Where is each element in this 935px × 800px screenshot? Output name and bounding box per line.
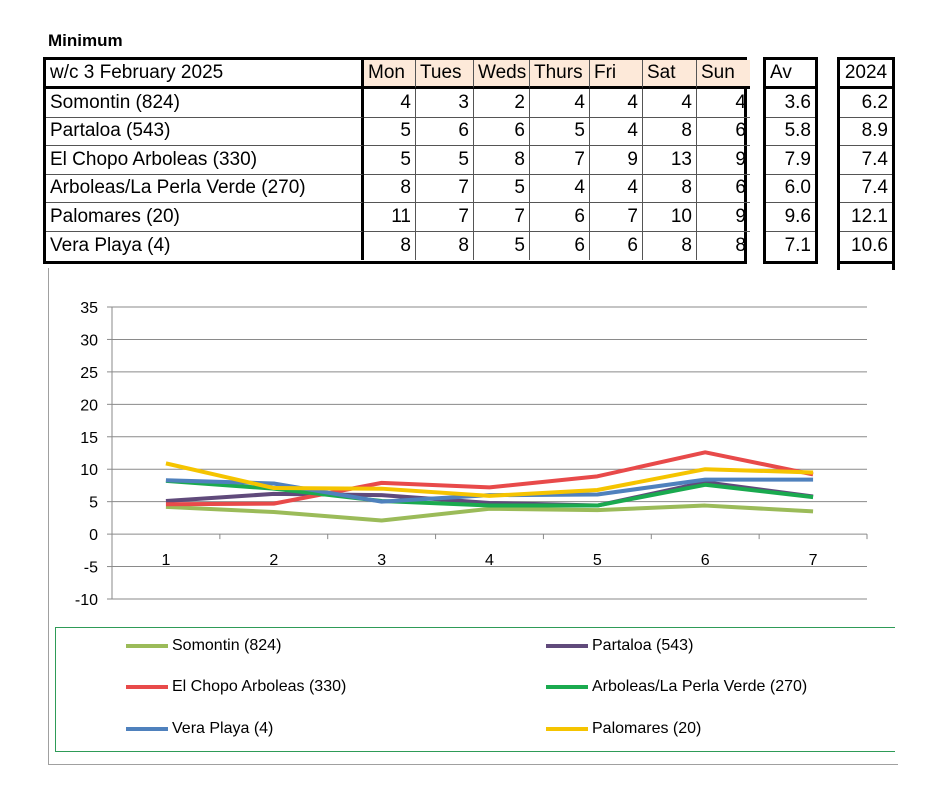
average-cell: 5.8 [766,118,815,147]
station-name: Somontin (824) [46,89,364,118]
y-tick-label: 5 [89,494,98,512]
legend-label: Palomares (20) [592,720,702,737]
x-tick-label: 7 [808,552,818,570]
min-temp-cell: 9 [697,146,750,175]
day-header: Mon [364,60,416,89]
min-temp-cell: 8 [416,232,474,261]
x-tick-label: 2 [269,552,279,570]
average-cell: 7.9 [766,146,815,175]
x-tick-label: 1 [161,552,171,570]
min-temp-cell: 6 [530,232,590,261]
table-title: Minimum [48,31,123,50]
station-name: El Chopo Arboleas (330) [46,146,364,175]
year-2024-cell: 7.4 [840,146,892,175]
day-header: Fri [590,60,643,89]
legend-entry [126,678,346,696]
min-temp-cell: 2 [474,89,530,118]
legend-swatch [126,685,168,689]
average-header: Av [766,60,815,89]
legend-entry [126,637,281,655]
legend-label: El Chopo Arboleas (330) [172,678,347,695]
min-temp-cell: 10 [643,203,697,232]
year-2024-cell: 7.4 [840,175,892,204]
legend-entry [546,720,701,738]
x-tick-label: 5 [592,552,602,570]
min-temp-cell: 7 [530,146,590,175]
legend-swatch [546,644,588,648]
min-temp-cell: 5 [474,175,530,204]
average-cell: 6.0 [766,175,815,204]
min-temp-cell: 8 [364,232,416,261]
legend-swatch [546,685,588,689]
day-header: Thurs [530,60,590,89]
min-temp-cell: 6 [474,118,530,147]
min-temp-cell: 5 [364,118,416,147]
min-temp-cell: 7 [416,175,474,204]
year-2024-cell: 6.2 [840,89,892,118]
min-temp-cell: 4 [643,89,697,118]
y-tick-label: 25 [80,364,98,382]
min-temp-cell: 6 [530,203,590,232]
min-temp-cell: 7 [416,203,474,232]
year-2024-cell: 8.9 [840,118,892,147]
legend-swatch [546,727,588,731]
legend-entry [546,678,807,696]
min-temp-cell: 7 [474,203,530,232]
x-tick-label: 6 [700,552,710,570]
y-tick-label: 35 [80,300,98,317]
legend-label: Arboleas/La Perla Verde (270) [592,678,808,695]
day-header: Sun [697,60,750,89]
average-cell: 7.1 [784,234,811,256]
average-column [763,57,818,264]
year-2024-header: 2024 [840,60,892,89]
min-temp-cell: 6 [697,175,750,204]
min-temp-cell: 9 [590,146,643,175]
min-temp-cell: 5 [530,118,590,147]
min-temp-cell: 5 [416,146,474,175]
y-tick-label: 20 [80,397,98,415]
min-temp-cell: 4 [697,89,750,118]
year-2024-cell: 10.6 [851,234,888,256]
x-tick-label: 4 [485,552,494,570]
day-header: Sat [643,60,697,89]
min-temp-cell: 5 [474,232,530,261]
min-temp-cell: 4 [590,118,643,147]
y-tick-label: -5 [83,559,98,577]
week-label: w/c 3 February 2025 [46,60,364,89]
min-temp-cell: 8 [474,146,530,175]
temperature-table [43,57,747,264]
min-temp-cell: 13 [643,146,697,175]
min-temp-cell: 4 [364,89,416,118]
average-cell: 9.6 [766,203,815,232]
x-tick-label: 3 [377,552,387,570]
min-temp-cell: 3 [416,89,474,118]
legend-entry [546,637,693,655]
station-name: Arboleas/La Perla Verde (270) [46,175,364,204]
y-tick-label: -10 [74,592,98,609]
station-name: Palomares (20) [46,203,364,232]
min-temp-cell: 4 [590,175,643,204]
y-tick-label: 0 [89,527,98,545]
min-temp-cell: 9 [697,203,750,232]
average-cell: 3.6 [766,89,815,118]
min-temp-cell: 4 [530,175,590,204]
min-temp-cell: 8 [643,232,697,261]
day-header: Tues [416,60,474,89]
min-temp-cell: 8 [364,175,416,204]
min-temp-cell: 8 [735,234,746,256]
min-temp-cell: 7 [590,203,643,232]
legend-entry [126,720,273,738]
min-temp-cell: 6 [416,118,474,147]
y-tick-label: 30 [80,332,98,350]
legend-label: Partaloa (543) [592,637,694,654]
min-temp-cell: 8 [643,118,697,147]
legend-swatch [126,644,168,648]
year-2024-cell: 12.1 [840,203,892,232]
year-2024-column [837,57,895,264]
legend-label: Somontin (824) [172,637,282,654]
legend-swatch [126,727,168,731]
min-temp-cell: 8 [643,175,697,204]
min-temp-cell: 4 [530,89,590,118]
chart-legend [55,627,895,752]
min-temp-cell: 6 [697,118,750,147]
y-tick-label: 10 [80,462,98,480]
day-header: Weds [474,60,530,89]
min-temp-cell: 4 [590,89,643,118]
min-temp-cell: 6 [590,232,643,261]
y-tick-label: 15 [80,429,98,447]
series-line [166,506,813,521]
station-name: Vera Playa (4) [46,232,364,261]
min-temp-cell: 11 [364,203,416,232]
station-name: Partaloa (543) [46,118,364,147]
min-temp-cell: 5 [364,146,416,175]
legend-label: Vera Playa (4) [172,720,274,737]
